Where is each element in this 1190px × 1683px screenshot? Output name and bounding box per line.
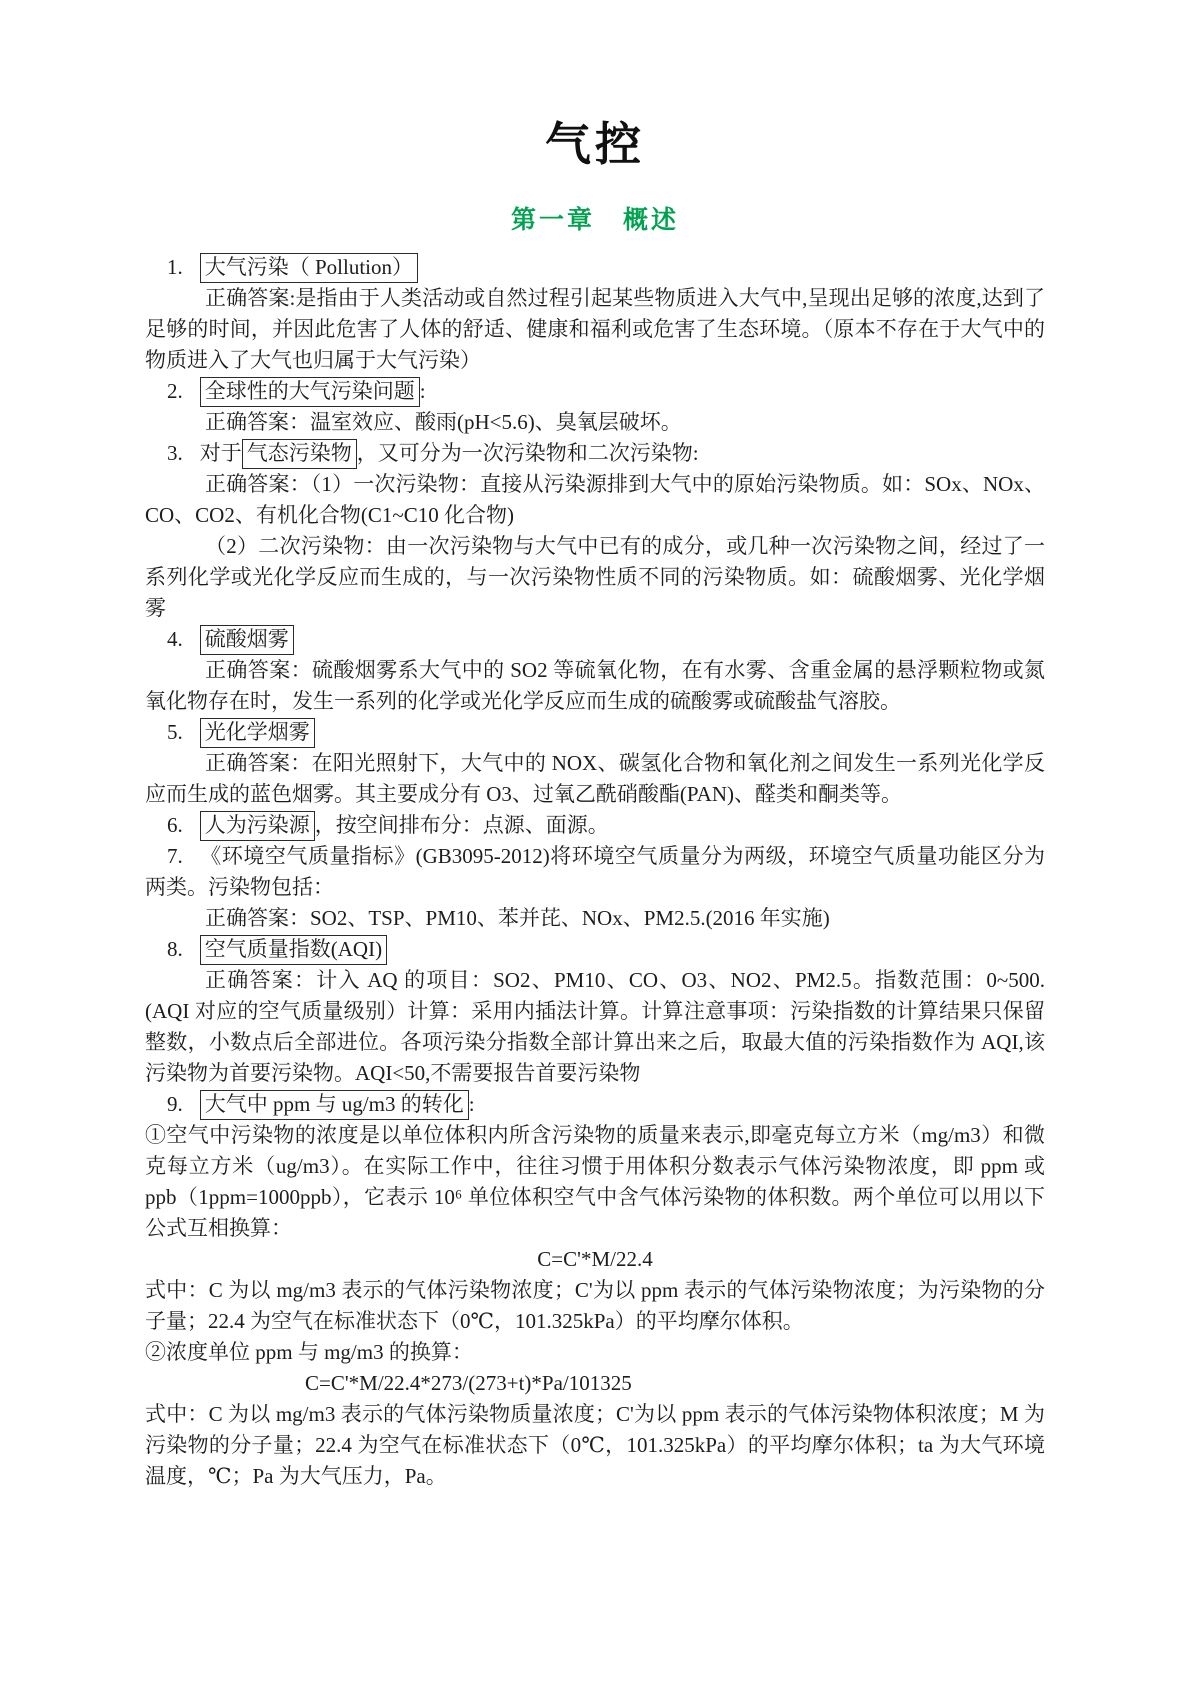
answer-paragraph: 正确答案：计入 AQ 的项目：SO2、PM10、CO、O3、NO2、PM2.5。指数范围：0~500.(AQI 对应的空气质量级别）计算：采用内插法计算。计算注意事项：污染指数的计算结果只保留整数，小数点后全部进位。各项污染分指数全部计算出来之后，取最大值的污染指数作为 AQI,该污染物为首要污染物。AQI<50,不需要报告首要污染物 [145,968,1045,1085]
item-number: 2. [167,379,183,403]
chapter-heading: 第一章 概述 [510,206,679,234]
item-number: 6. [167,813,183,837]
boxed-term: 空气质量指数(AQI) [200,935,387,965]
document-title: 气控 [545,119,645,170]
answer-paragraph: ①空气中污染物的浓度是以单位体积内所含污染物的质量来表示,即毫克每立方米（mg/m3）和微克每立方米（ug/m3）。在实际工作中，往往习惯于用体积分数表示气体污染物浓度，即 ppm 或 ppb（1ppm=1000ppb），它表示 10⁶ 单位体积空气中含气体污染物的体积数。两个单位可以用以下公式互相换算： [145,1123,1045,1240]
item-number: 8. [167,937,183,961]
answer-paragraph: 正确答案:是指由于人类活动或自然过程引起某些物质进入大气中,呈现出足够的浓度,达到了足够的时间，并因此危害了人体的舒适、健康和福利或危害了生态环境。（原本不存在于大气中的物质进入了大气也归属于大气污染） [145,286,1045,372]
item-text: ，按空间排布分：点源、面源。 [314,813,609,837]
item-text: : [419,379,426,403]
answer-paragraph: 正确答案：在阳光照射下，大气中的 NOX、碳氢化合物和氧化剂之间发生一系列光化学反应而生成的蓝色烟雾。其主要成分有 O3、过氧乙酰硝酸酯(PAN)、醛类和酮类等。 [145,751,1045,806]
item-text: 《环境空气质量指标》(GB3095-2012)将环境空气质量分为两级，环境空气质量功能区分为两类。污染物包括： [145,844,1045,899]
item-text: 对于 [199,441,242,465]
item-text: : [468,1092,475,1116]
item-text: ，又可分为一次污染物和二次污染物: [356,441,699,465]
list-item-8 [145,934,1045,965]
document-content [145,112,1045,1492]
boxed-term: 气态污染物 [242,439,357,469]
document-body [145,252,1045,1492]
answer-paragraph: 正确答案：温室效应、酸雨(pH<5.6)、臭氧层破坏。 [205,410,682,434]
item-number: 3. [167,441,183,465]
boxed-term: 硫酸烟雾 [200,625,294,655]
answer-paragraph: 式中：C 为以 mg/m3 表示的气体污染物质量浓度；C'为以 ppm 表示的气体污染物体积浓度；M 为污染物的分子量；22.4 为空气在标准状态下（0℃，101.325kPa）的平均摩尔体积；ta 为大气环境温度，℃；Pa 为大气压力，Pa。 [145,1402,1045,1488]
list-item-5 [145,717,1045,748]
list-item-3 [145,438,1045,469]
list-item-1 [145,252,1045,283]
formula-line-2: C=C'*M/22.4*273/(273+t)*Pa/101325 [305,1371,632,1395]
item-number: 9. [167,1092,183,1116]
answer-paragraph: （2）二次污染物：由一次污染物与大气中已有的成分，或几种一次污染物之间，经过了一系列化学或光化学反应而生成的，与一次污染物性质不同的污染物质。如：硫酸烟雾、光化学烟雾 [145,534,1045,620]
item-number: 7. [167,844,183,868]
list-item-2 [145,376,1045,407]
item-number: 4. [167,627,183,651]
list-item-9 [145,1089,1045,1120]
answer-paragraph: 正确答案：（1）一次污染物：直接从污染源排到大气中的原始污染物质。如：SOx、NOx、CO、CO2、有机化合物(C1~C10 化合物) [145,472,1045,527]
list-item-7 [145,841,1045,903]
boxed-term: 大气中 ppm 与 ug/m3 的转化 [200,1090,469,1120]
boxed-term: 全球性的大气污染问题 [200,377,420,407]
boxed-term: 大气污染（ Pollution） [200,253,418,283]
boxed-term: 人为污染源 [200,811,315,841]
answer-paragraph: 正确答案：硫酸烟雾系大气中的 SO2 等硫氧化物，在有水雾、含重金属的悬浮颗粒物或氮氧化物存在时，发生一系列的化学或光化学反应而生成的硫酸雾或硫酸盐气溶胶。 [145,658,1045,713]
item-number: 1. [167,255,183,279]
list-item-4 [145,624,1045,655]
formula-line-1: C=C'*M/22.4 [537,1247,653,1271]
answer-paragraph: 正确答案：SO2、TSP、PM10、苯并芘、NOx、PM2.5.(2016 年实施) [205,906,830,930]
item-number: 5. [167,720,183,744]
list-item-6 [145,810,1045,841]
boxed-term: 光化学烟雾 [200,718,315,748]
answer-paragraph: ②浓度单位 ppm 与 mg/m3 的换算： [145,1340,473,1364]
answer-paragraph: 式中：C 为以 mg/m3 表示的气体污染物浓度；C'为以 ppm 表示的气体污染物浓度；为污染物的分子量；22.4 为空气在标准状态下（0℃，101.325kPa）的平均摩尔体积。 [145,1278,1045,1333]
